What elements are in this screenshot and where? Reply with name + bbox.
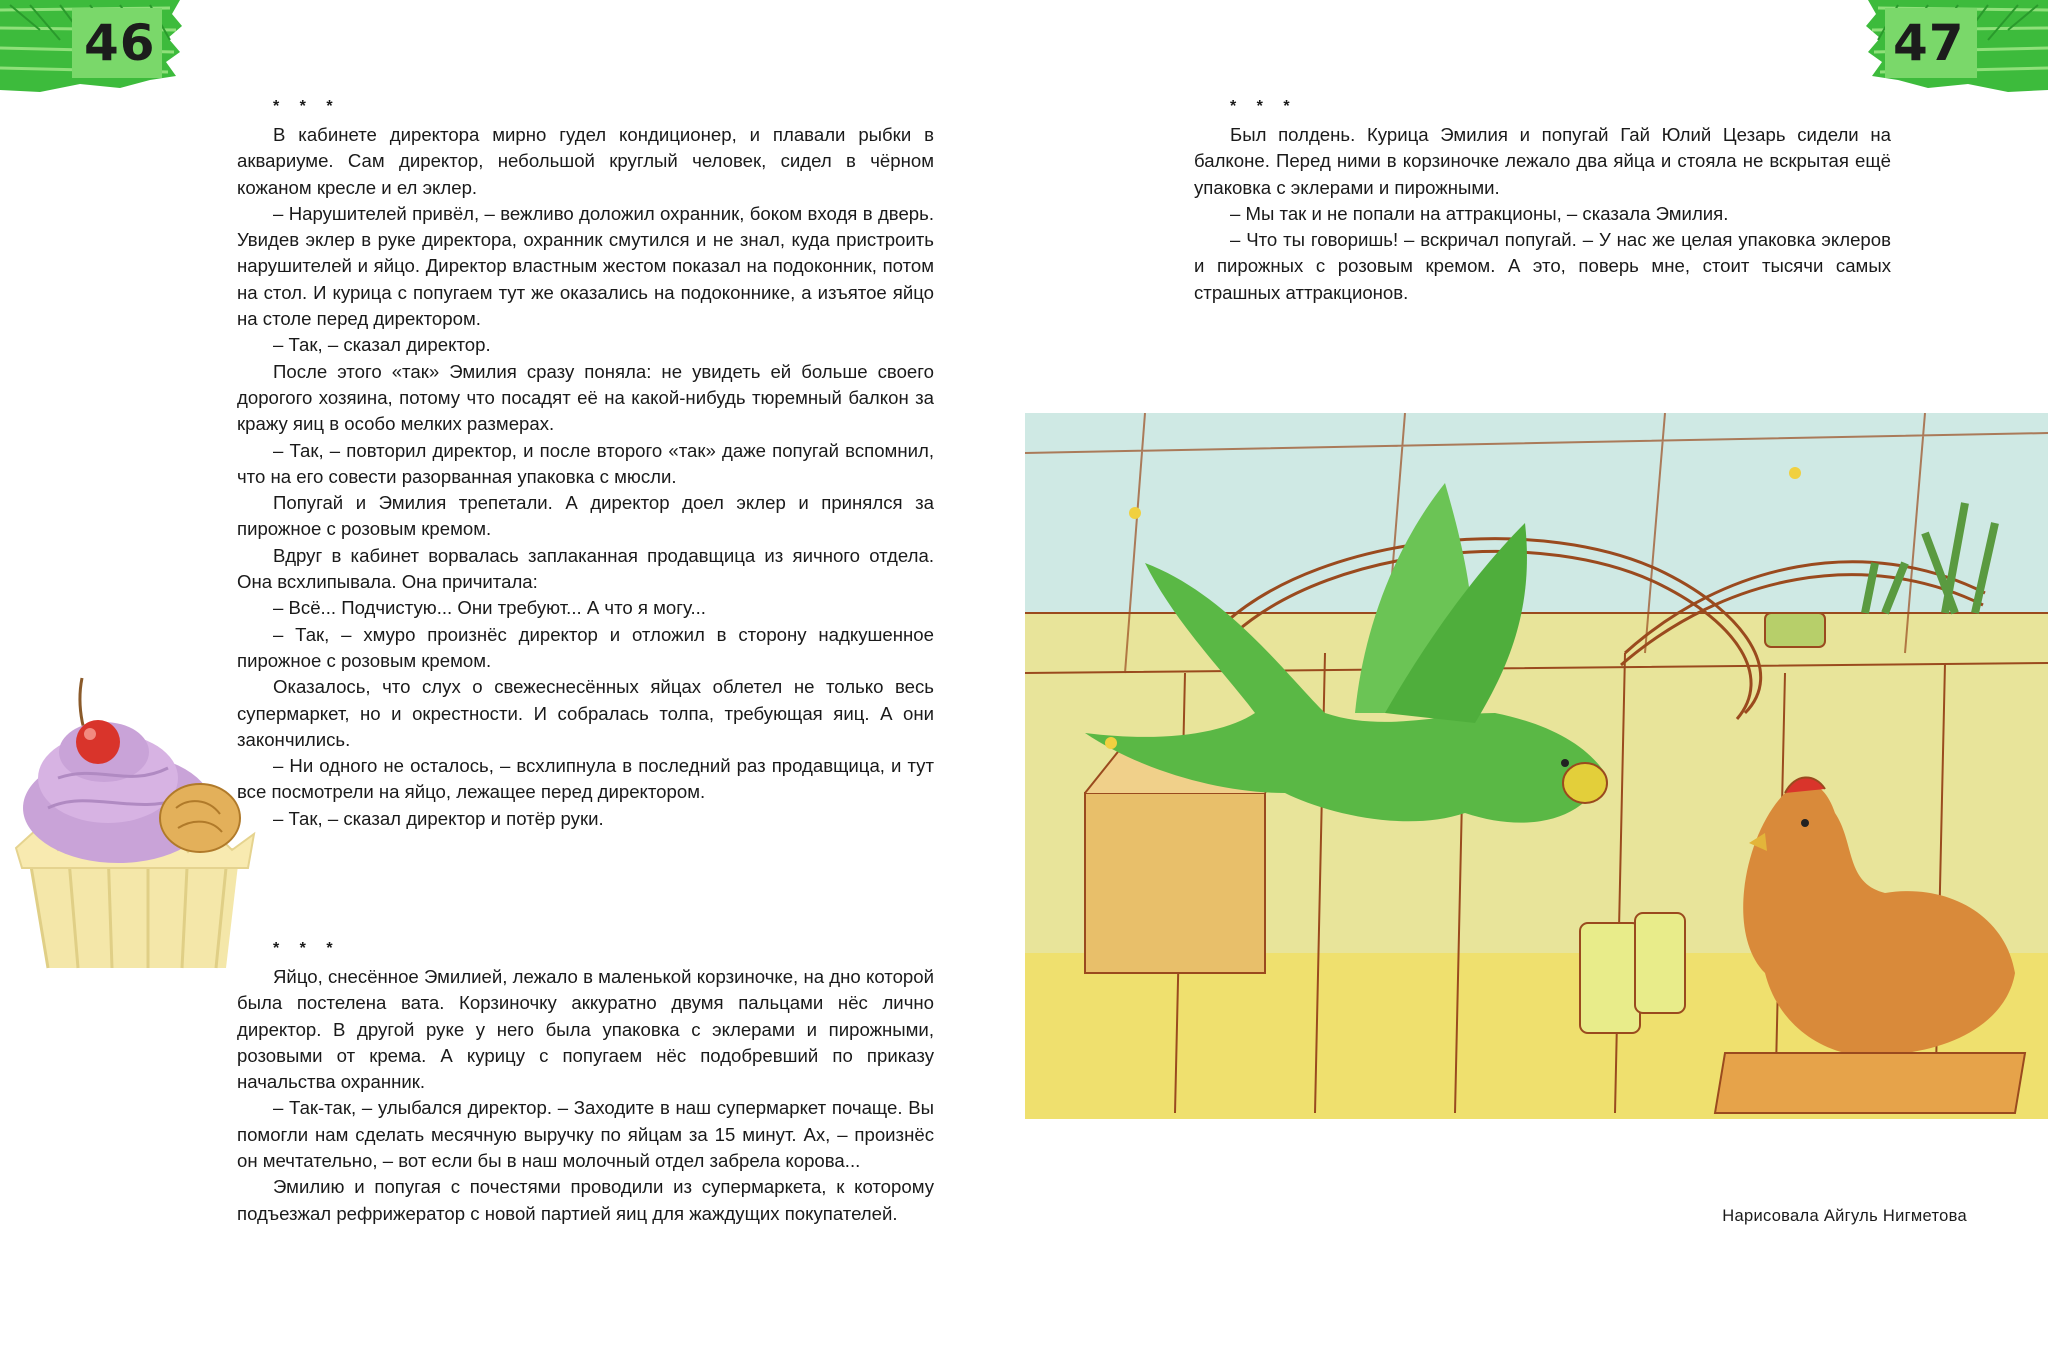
paragraph: После этого «так» Эмилия сразу поняла: не увидеть ей больше своего дорогого хозяина, потому что посадят её на какой-нибудь тюремный балкон за кражу яиц в особо мелких размерах. (237, 360, 934, 435)
paragraph: – Так-так, – улыбался директор. – Заходите в наш супермаркет почаще. Вы помогли нам сделать месячную выручку по яйцам за 15 минут. Ах, – произнёс он мечтательно, – вот если бы в наш молочный отдел забрела корова... (237, 1097, 934, 1172)
left-page-section-2 (237, 938, 934, 1227)
paragraph: Попугай и Эмилия трепетали. А директор доел эклер и принялся за пирожное с розовым кремом. (237, 492, 934, 540)
paragraph: Оказалось, что слух о свежеснесённых яйцах облетел не только весь супермаркет, но и окрестности. И собралась толпа, требующая яиц. А они закончились. (237, 676, 934, 750)
parrot-and-hen-illustration (1025, 413, 2048, 1119)
paragraph: – Так, – сказал директор. (273, 334, 491, 356)
paragraph: В кабинете директора мирно гудел кондиционер, и плавали рыбки в аквариуме. Сам директор, небольшой круглый человек, сидел в чёрном кожаном кресле и ел эклер. (237, 124, 934, 198)
paragraph: – Что ты говоришь! – вскричал попугай. – У нас же целая упаковка эклеров и пирожных с розовым кремом. А это, поверь мне, стоит тысячи самых страшных аттракционов. (1194, 229, 1891, 303)
section-divider: * * * (273, 940, 341, 957)
page-number-left-text: 46 (84, 14, 156, 72)
page-number-right-text: 47 (1893, 14, 1965, 72)
section-divider: * * * (1230, 98, 1298, 115)
paragraph: Яйцо, снесённое Эмилией, лежало в маленькой корзиночке, на дно которой была постелена вата. Корзиночку аккуратно двумя пальцами нёс лично директор. В другой руке у него была упаковка с эклерами и пирожными, розовыми от крема. А курицу с попугаем нёс подобревший по приказу начальства охранник. (237, 966, 934, 1093)
paragraph: – Так, – повторил директор, и после второго «так» даже попугай вспомнил, что на его совести разорванная упаковка с мюсли. (237, 439, 934, 487)
page-number-left (0, 0, 185, 94)
cupcake-illustration (8, 668, 260, 980)
paragraph: Вдруг в кабинет ворвалась заплаканная продавщица из яичного отдела. Она всхлипывала. Она причитала: (237, 544, 934, 593)
paragraph: – Так, – сказал директор и потёр руки. (273, 807, 604, 829)
paragraph: – Так, – хмуро произнёс директор и отложил в сторону надкушенное пирожное с розовым кремом. (237, 623, 934, 671)
left-page-section-1 (237, 96, 934, 832)
paragraph: Эмилию и попугая с почестями проводили из супермаркета, к которому подъезжал рефрижератор с новой партией яиц для жаждущих покупателей. (237, 1176, 934, 1224)
paragraph: – Ни одного не осталось, – всхлипнула в последний раз продавщица, и тут все посмотрели на яйцо, лежащее перед директором. (237, 755, 934, 803)
illustration-credit: Нарисовала Айгуль Нигметова (1722, 1207, 1967, 1225)
paragraph: – Всё... Подчистую... Они требуют... А что я могу... (273, 597, 706, 619)
paragraph: – Мы так и не попали на аттракционы, – сказала Эмилия. (1230, 202, 1729, 224)
paragraph: Был полдень. Курица Эмилия и попугай Гай Юлий Цезарь сидели на балконе. Перед ними в корзиночке лежало два яйца и стояла не вскрытая ещё упаковка с эклерами и пирожными. (1194, 124, 1891, 198)
right-page-section-1 (1194, 96, 1891, 306)
paragraph: – Нарушителей привёл, – вежливо доложил охранник, боком входя в дверь. Увидев эклер в руке директора, охранник смутился и не знал, куда пристроить нарушителей и яйцо. Директор властным жестом показал на подоконник, потом на стол. И курица с попугаем тут же оказались на подоконнике, а изъятое яйцо на столе перед директором. (237, 202, 934, 330)
page-number-right (1863, 0, 2048, 94)
section-divider: * * * (273, 98, 341, 115)
